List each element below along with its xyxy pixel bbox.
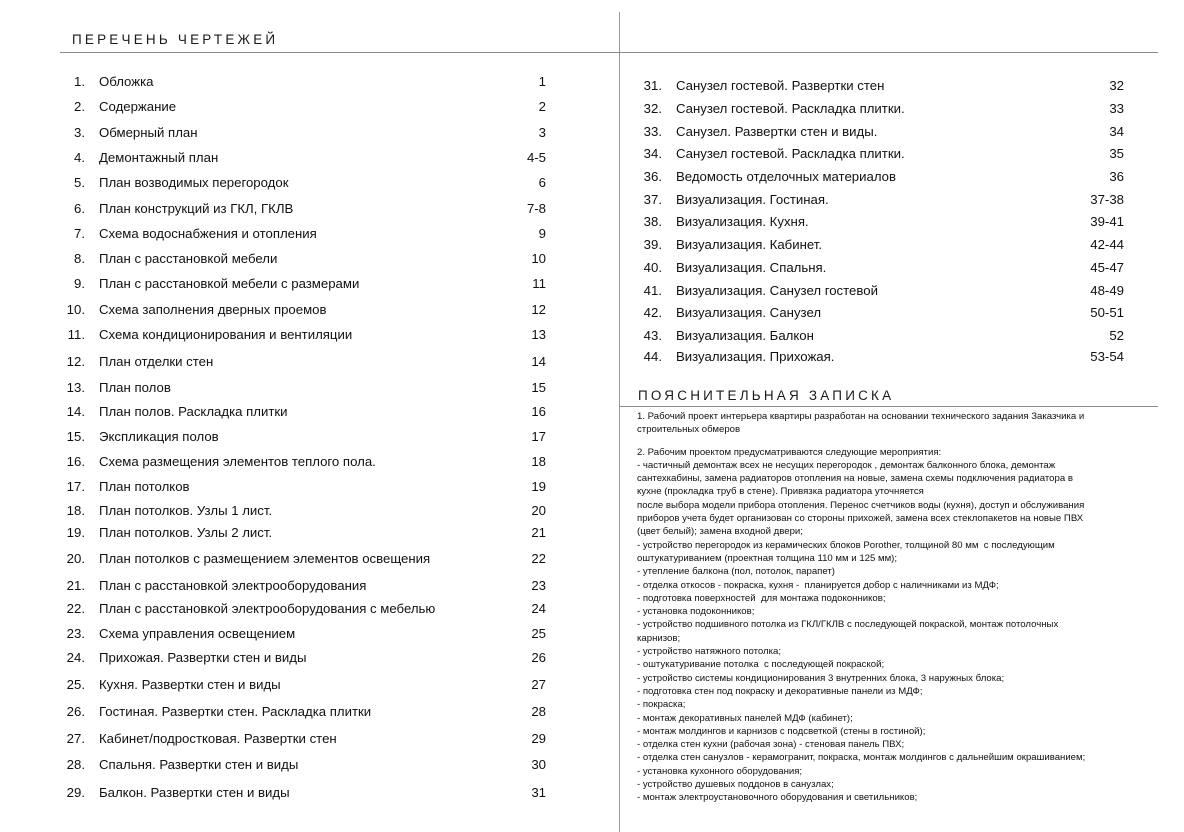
item-number: 37. [643, 192, 662, 207]
note-line: - подготовка поверхностей для монтажа подоконников; [637, 592, 886, 604]
item-title: Обмерный план [99, 125, 198, 140]
item-title: Гостиная. Развертки стен. Раскладка плитки [99, 704, 372, 719]
list-item [636, 237, 1136, 253]
item-page: 52 [1109, 328, 1124, 343]
item-page: 42-44 [1090, 237, 1124, 252]
item-number: 1. [74, 74, 85, 89]
list-item [636, 169, 1136, 185]
item-number: 17. [66, 479, 85, 494]
note-line: 1. Рабочий проект интерьера квартиры разработан на основании технического задания Заказчика и [637, 411, 1085, 422]
item-page: 29 [531, 731, 546, 746]
item-number: 24. [66, 650, 85, 665]
item-number: 8. [74, 251, 85, 266]
item-number: 3. [74, 125, 85, 140]
item-page: 3 [538, 125, 546, 140]
item-number: 32. [643, 101, 662, 116]
list-item [60, 74, 560, 90]
item-title: План с расстановкой мебели с размерами [99, 276, 360, 291]
list-item [60, 650, 560, 666]
item-number: 15. [66, 429, 85, 444]
item-title: Схема управления освещением [99, 626, 296, 641]
item-number: 31. [643, 78, 662, 93]
item-title: План потолков. Узлы 1 лист. [99, 503, 273, 518]
item-page: 6 [538, 175, 546, 190]
item-page: 18 [531, 454, 546, 469]
list-item [60, 404, 560, 420]
item-number: 41. [643, 283, 662, 298]
item-page: 10 [531, 251, 546, 266]
item-number: 39. [643, 237, 662, 252]
item-number: 20. [66, 551, 85, 566]
item-title: Балкон. Развертки стен и виды [99, 785, 290, 800]
item-number: 42. [643, 305, 662, 320]
list-item [636, 101, 1136, 117]
note-line: 2. Рабочим проектом предусматриваются следующие мероприятия: [637, 446, 942, 458]
note-line: карнизов; [637, 632, 681, 644]
item-title: План потолков. Узлы 2 лист. [99, 525, 273, 540]
note-line: - устройство системы кондиционирования 3 внутренних блока, 3 наружных блока; [637, 672, 1005, 684]
item-page: 20 [531, 503, 546, 518]
list-item [60, 601, 560, 617]
item-page: 30 [531, 757, 546, 772]
note-line: - отделка стен кухни (рабочая зона) - стеновая панель ПВХ; [637, 739, 905, 751]
list-item [60, 276, 560, 292]
item-number: 44. [643, 349, 662, 364]
item-page: 25 [531, 626, 546, 641]
item-title: План полов [99, 380, 171, 395]
item-title: Схема кондиционирования и вентиляции [99, 327, 353, 342]
note-line: оштукатуриванием (проектная толщина 110 мм и 125 мм); [637, 552, 898, 564]
item-number: 26. [66, 704, 85, 719]
note-line: - монтаж декоративных панелей МДФ (кабинет); [637, 712, 853, 724]
item-number: 33. [643, 124, 662, 139]
item-page: 28 [531, 704, 546, 719]
item-number: 23. [66, 626, 85, 641]
note-line: - оштукатуривание потолка с последующей покраской; [637, 659, 885, 671]
item-title: Схема заполнения дверных проемов [99, 302, 327, 317]
item-title: Визуализация. Кухня. [676, 214, 809, 229]
item-page: 35 [1109, 146, 1124, 161]
item-page: 21 [531, 525, 546, 540]
item-number: 12. [66, 354, 85, 369]
item-page: 4-5 [526, 150, 546, 165]
list-item [60, 429, 560, 445]
item-title: План с расстановкой мебели [99, 251, 278, 266]
list-item [60, 454, 560, 470]
list-item [60, 551, 560, 567]
title-rule [60, 52, 1158, 53]
list-item [60, 626, 560, 642]
list-item [60, 354, 560, 370]
note-line: - утепление балкона (пол, потолок, парапет) [637, 566, 835, 578]
item-page: 16 [531, 404, 546, 419]
list-item [60, 731, 560, 747]
note-line: - монтаж электроустановочного оборудования и светильников; [637, 792, 918, 804]
note-paragraph-2 [637, 446, 1127, 805]
note-line: - установка кухонного оборудования; [637, 765, 803, 777]
drawing-list-title: ПЕРЕЧЕНЬ ЧЕРТЕЖЕЙ [72, 32, 279, 47]
note-line: приборов учета будет организован со стороны прихожей, замена всех стеклопакетов на новые ПВХ [637, 513, 1084, 525]
note-line: - частичный демонтаж всех не несущих перегородок , демонтаж балконного блока, демонтаж [637, 459, 1056, 471]
item-number: 28. [66, 757, 85, 772]
item-title: Кабинет/подростковая. Развертки стен [99, 731, 337, 746]
item-page: 24 [531, 601, 546, 616]
list-item [636, 349, 1136, 365]
item-number: 36. [643, 169, 662, 184]
item-title: Схема водоснабжения и отопления [99, 226, 317, 241]
list-item [636, 192, 1136, 208]
item-title: План потолков с размещением элементов освещения [99, 551, 431, 566]
item-page: 39-41 [1090, 214, 1124, 229]
item-number: 40. [643, 260, 662, 275]
item-number: 5. [74, 175, 85, 190]
note-line: - отделка откосов - покраска, кухня - планируется добор с наличниками из МДФ; [637, 579, 999, 591]
item-number: 38. [643, 214, 662, 229]
item-number: 9. [74, 276, 85, 291]
list-item [60, 201, 560, 217]
list-item [60, 251, 560, 267]
list-item [60, 704, 560, 720]
note-paragraph-1 [637, 410, 1127, 437]
item-number: 43. [643, 328, 662, 343]
list-item [60, 503, 560, 519]
item-title: Визуализация. Кабинет. [676, 237, 823, 252]
item-number: 10. [66, 302, 85, 317]
list-item [60, 785, 560, 801]
item-number: 14. [66, 404, 85, 419]
list-item [60, 757, 560, 773]
note-line: - устройство перегородок из керамических блоков Porother, толщиной 80 мм с последующим [637, 539, 1055, 551]
item-number: 29. [66, 785, 85, 800]
item-title: Демонтажный план [99, 150, 219, 165]
item-title: Спальня. Развертки стен и виды [99, 757, 299, 772]
item-page: 45-47 [1090, 260, 1124, 275]
explanatory-note-title: ПОЯСНИТЕЛЬНАЯ ЗАПИСКА [638, 388, 895, 403]
item-title: План потолков [99, 479, 190, 494]
list-item [60, 525, 560, 541]
item-page: 11 [532, 276, 546, 291]
item-title: Кухня. Развертки стен и виды [99, 677, 281, 692]
list-item [60, 125, 560, 141]
item-page: 1 [538, 74, 546, 89]
item-number: 2. [74, 99, 85, 114]
item-page: 19 [531, 479, 546, 494]
item-page: 37-38 [1090, 192, 1124, 207]
item-page: 17 [531, 429, 546, 444]
note-line: - установка подоконников; [637, 606, 755, 618]
item-page: 27 [531, 677, 546, 692]
item-title: Ведомость отделочных материалов [676, 169, 897, 184]
list-item [636, 260, 1136, 276]
item-page: 31 [531, 785, 546, 800]
item-number: 19. [66, 525, 85, 540]
item-title: Визуализация. Санузел гостевой [676, 283, 878, 298]
list-item [636, 283, 1136, 299]
list-item [636, 214, 1136, 230]
item-title: План полов. Раскладка плитки [99, 404, 288, 419]
note-line: - монтаж молдингов и карнизов с подсветкой (стены в гостиной); [637, 725, 926, 737]
item-number: 18. [66, 503, 85, 518]
list-item [636, 328, 1136, 344]
item-number: 34. [643, 146, 662, 161]
item-title: Визуализация. Балкон [676, 328, 814, 343]
list-item [636, 78, 1136, 94]
list-item [60, 677, 560, 693]
item-page: 50-51 [1090, 305, 1124, 320]
list-item [60, 380, 560, 396]
item-page: 48-49 [1090, 283, 1124, 298]
item-title: План с расстановкой электрооборудования с мебелью [99, 601, 436, 616]
item-page: 53-54 [1090, 349, 1124, 364]
note-line: сантехкабины, замена радиаторов отопления на новые, замена схемы подключения радиатора в [637, 473, 1073, 485]
item-page: 32 [1109, 78, 1124, 93]
item-title: План возводимых перегородок [99, 175, 289, 190]
item-number: 25. [66, 677, 85, 692]
item-title: Обложка [99, 74, 154, 89]
item-title: Схема размещения элементов теплого пола. [99, 454, 376, 469]
note-line: - подготовка стен под покраску и декоративные панели из МДФ; [637, 685, 923, 697]
item-page: 33 [1109, 101, 1124, 116]
list-item [636, 305, 1136, 321]
item-title: Санузел гостевой. Развертки стен [676, 78, 885, 93]
item-number: 6. [74, 201, 85, 216]
list-item [60, 578, 560, 594]
item-number: 27. [66, 731, 85, 746]
item-title: Санузел гостевой. Раскладка плитки. [676, 146, 905, 161]
item-page: 15 [531, 380, 546, 395]
column-divider [619, 12, 620, 832]
list-item [636, 146, 1136, 162]
item-title: План конструкций из ГКЛ, ГКЛВ [99, 201, 294, 216]
list-item [60, 226, 560, 242]
item-page: 22 [531, 551, 546, 566]
list-item [60, 302, 560, 318]
note-line: строительных обмеров [637, 424, 741, 436]
item-title: План отделки стен [99, 354, 214, 369]
list-item [60, 175, 560, 191]
note-line: - устройство душевых поддонов в санузлах; [637, 779, 834, 791]
item-page: 9 [538, 226, 546, 241]
item-title: Визуализация. Санузел [676, 305, 822, 320]
item-number: 7. [74, 226, 85, 241]
item-page: 14 [531, 354, 546, 369]
item-title: Визуализация. Прихожая. [676, 349, 835, 364]
item-number: 16. [66, 454, 85, 469]
item-page: 12 [531, 302, 546, 317]
note-line: после выбора модели прибора отопления. Перенос счетчиков воды (кухня), доступ и обслуживания [637, 499, 1085, 511]
list-item [60, 99, 560, 115]
note-line: кухне (прокладка труб в стене). Привязка радиатора уточняется [637, 486, 924, 498]
item-title: Визуализация. Спальня. [676, 260, 827, 275]
item-page: 26 [531, 650, 546, 665]
item-title: Содержание [99, 99, 177, 114]
item-title: План с расстановкой электрооборудования [99, 578, 367, 593]
item-number: 21. [66, 578, 85, 593]
item-page: 2 [538, 99, 546, 114]
item-title: Санузел. Развертки стен и виды. [676, 124, 878, 139]
note-rule [620, 406, 1158, 407]
list-item [60, 150, 560, 166]
list-item [60, 479, 560, 495]
item-title: Санузел гостевой. Раскладка плитки. [676, 101, 905, 116]
note-line: (цвет белый); замена входной двери; [637, 526, 803, 538]
item-page: 23 [531, 578, 546, 593]
item-page: 36 [1109, 169, 1124, 184]
item-page: 13 [531, 327, 546, 342]
list-item [60, 327, 560, 343]
item-number: 4. [74, 150, 85, 165]
note-line: - устройство подшивного потолка из ГКЛ/ГКЛВ с последующей покраской, монтаж потолочных [637, 619, 1059, 631]
item-title: Прихожая. Развертки стен и виды [99, 650, 307, 665]
list-item [636, 124, 1136, 140]
note-line: - устройство натяжного потолка; [637, 646, 782, 658]
item-title: Визуализация. Гостиная. [676, 192, 829, 207]
item-title: Экспликация полов [99, 429, 219, 444]
note-line: - покраска; [637, 699, 686, 711]
item-page: 7-8 [526, 201, 546, 216]
item-page: 34 [1109, 124, 1124, 139]
item-number: 22. [66, 601, 85, 616]
item-number: 11. [67, 327, 85, 342]
item-number: 13. [66, 380, 85, 395]
note-line: - отделка стен санузлов - керамогранит, покраска, монтаж молдингов с дальнейшим окрашиванием; [637, 752, 1086, 764]
explanatory-note [637, 410, 1127, 805]
